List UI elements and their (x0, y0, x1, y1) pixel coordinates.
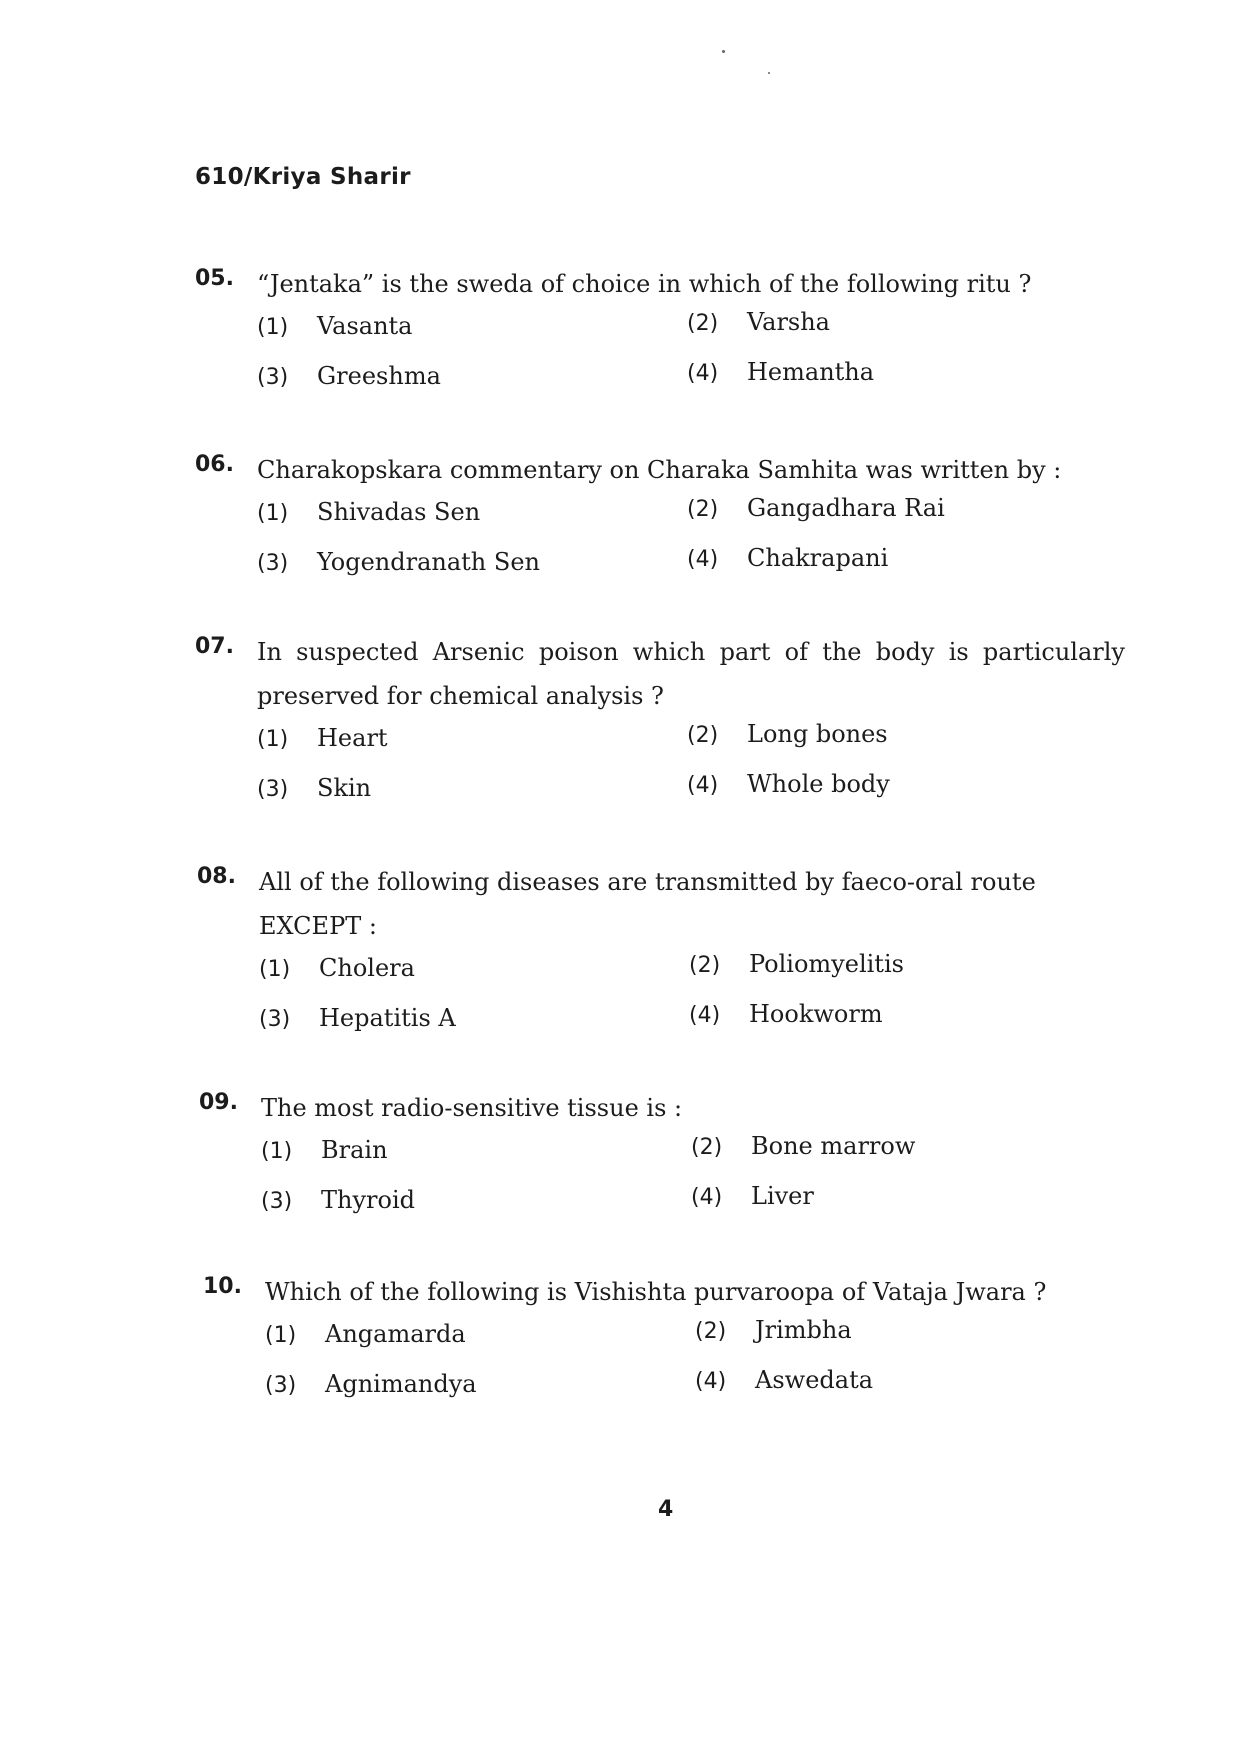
options (195, 494, 1125, 598)
options (203, 1316, 1133, 1420)
options (199, 1132, 1129, 1236)
question-text: “Jentaka” is the sweda of choice in which of the following ritu ? (257, 270, 1032, 298)
question-text: All of the following diseases are transmitted by faeco-oral route EXCEPT : (259, 868, 1036, 940)
option-3: (3) Agnimandya (265, 1370, 477, 1398)
question-10 (203, 1270, 1133, 1420)
option-4: (4) Hemantha (687, 358, 875, 386)
question-05 (195, 262, 1125, 412)
option-1: (1) Vasanta (257, 312, 413, 340)
option-1: (1) Brain (261, 1136, 388, 1164)
question-08 (197, 860, 1127, 1054)
option-4: (4) Whole body (687, 770, 890, 798)
option-3: (3) Thyroid (261, 1186, 415, 1214)
option-4: (4) Aswedata (695, 1366, 874, 1394)
option-2: (2) Poliomyelitis (689, 950, 904, 978)
question-text: The most radio-sensitive tissue is : (261, 1094, 683, 1122)
question-text: Charakopskara commentary on Charaka Samhita was written by : (257, 456, 1062, 484)
option-3: (3) Greeshma (257, 362, 441, 390)
question-number: 10. (203, 1274, 242, 1299)
question-number: 06. (195, 452, 234, 477)
scan-speck (768, 72, 770, 74)
question-number: 09. (199, 1090, 238, 1115)
option-2: (2) Gangadhara Rai (687, 494, 945, 522)
paper-header: 610/Kriya Sharir (195, 164, 411, 190)
option-3: (3) Skin (257, 774, 372, 802)
option-2: (2) Varsha (687, 308, 830, 336)
option-3: (3) Yogendranath Sen (257, 548, 540, 576)
option-2: (2) Long bones (687, 720, 888, 748)
question-number: 05. (195, 266, 234, 291)
option-1: (1) Cholera (259, 954, 415, 982)
question-07 (195, 630, 1125, 824)
option-1: (1) Heart (257, 724, 388, 752)
page-number: 4 (658, 1497, 674, 1522)
question-09 (199, 1086, 1129, 1236)
option-4: (4) Chakrapani (687, 544, 889, 572)
question-text: Which of the following is Vishishta purvaroopa of Vataja Jwara ? (265, 1278, 1047, 1306)
option-2: (2) Jrimbha (695, 1316, 852, 1344)
question-06 (195, 448, 1125, 598)
options (195, 720, 1125, 824)
question-text: In suspected Arsenic poison which part of the body is particularly preserved for chemical analysis ? (257, 638, 1125, 710)
option-4: (4) Hookworm (689, 1000, 883, 1028)
question-number: 08. (197, 864, 236, 889)
scan-speck (722, 50, 725, 53)
option-3: (3) Hepatitis A (259, 1004, 456, 1032)
option-1: (1) Angamarda (265, 1320, 466, 1348)
option-1: (1) Shivadas Sen (257, 498, 481, 526)
question-number: 07. (195, 634, 234, 659)
options (195, 308, 1125, 412)
option-4: (4) Liver (691, 1182, 814, 1210)
options (197, 950, 1127, 1054)
option-2: (2) Bone marrow (691, 1132, 916, 1160)
